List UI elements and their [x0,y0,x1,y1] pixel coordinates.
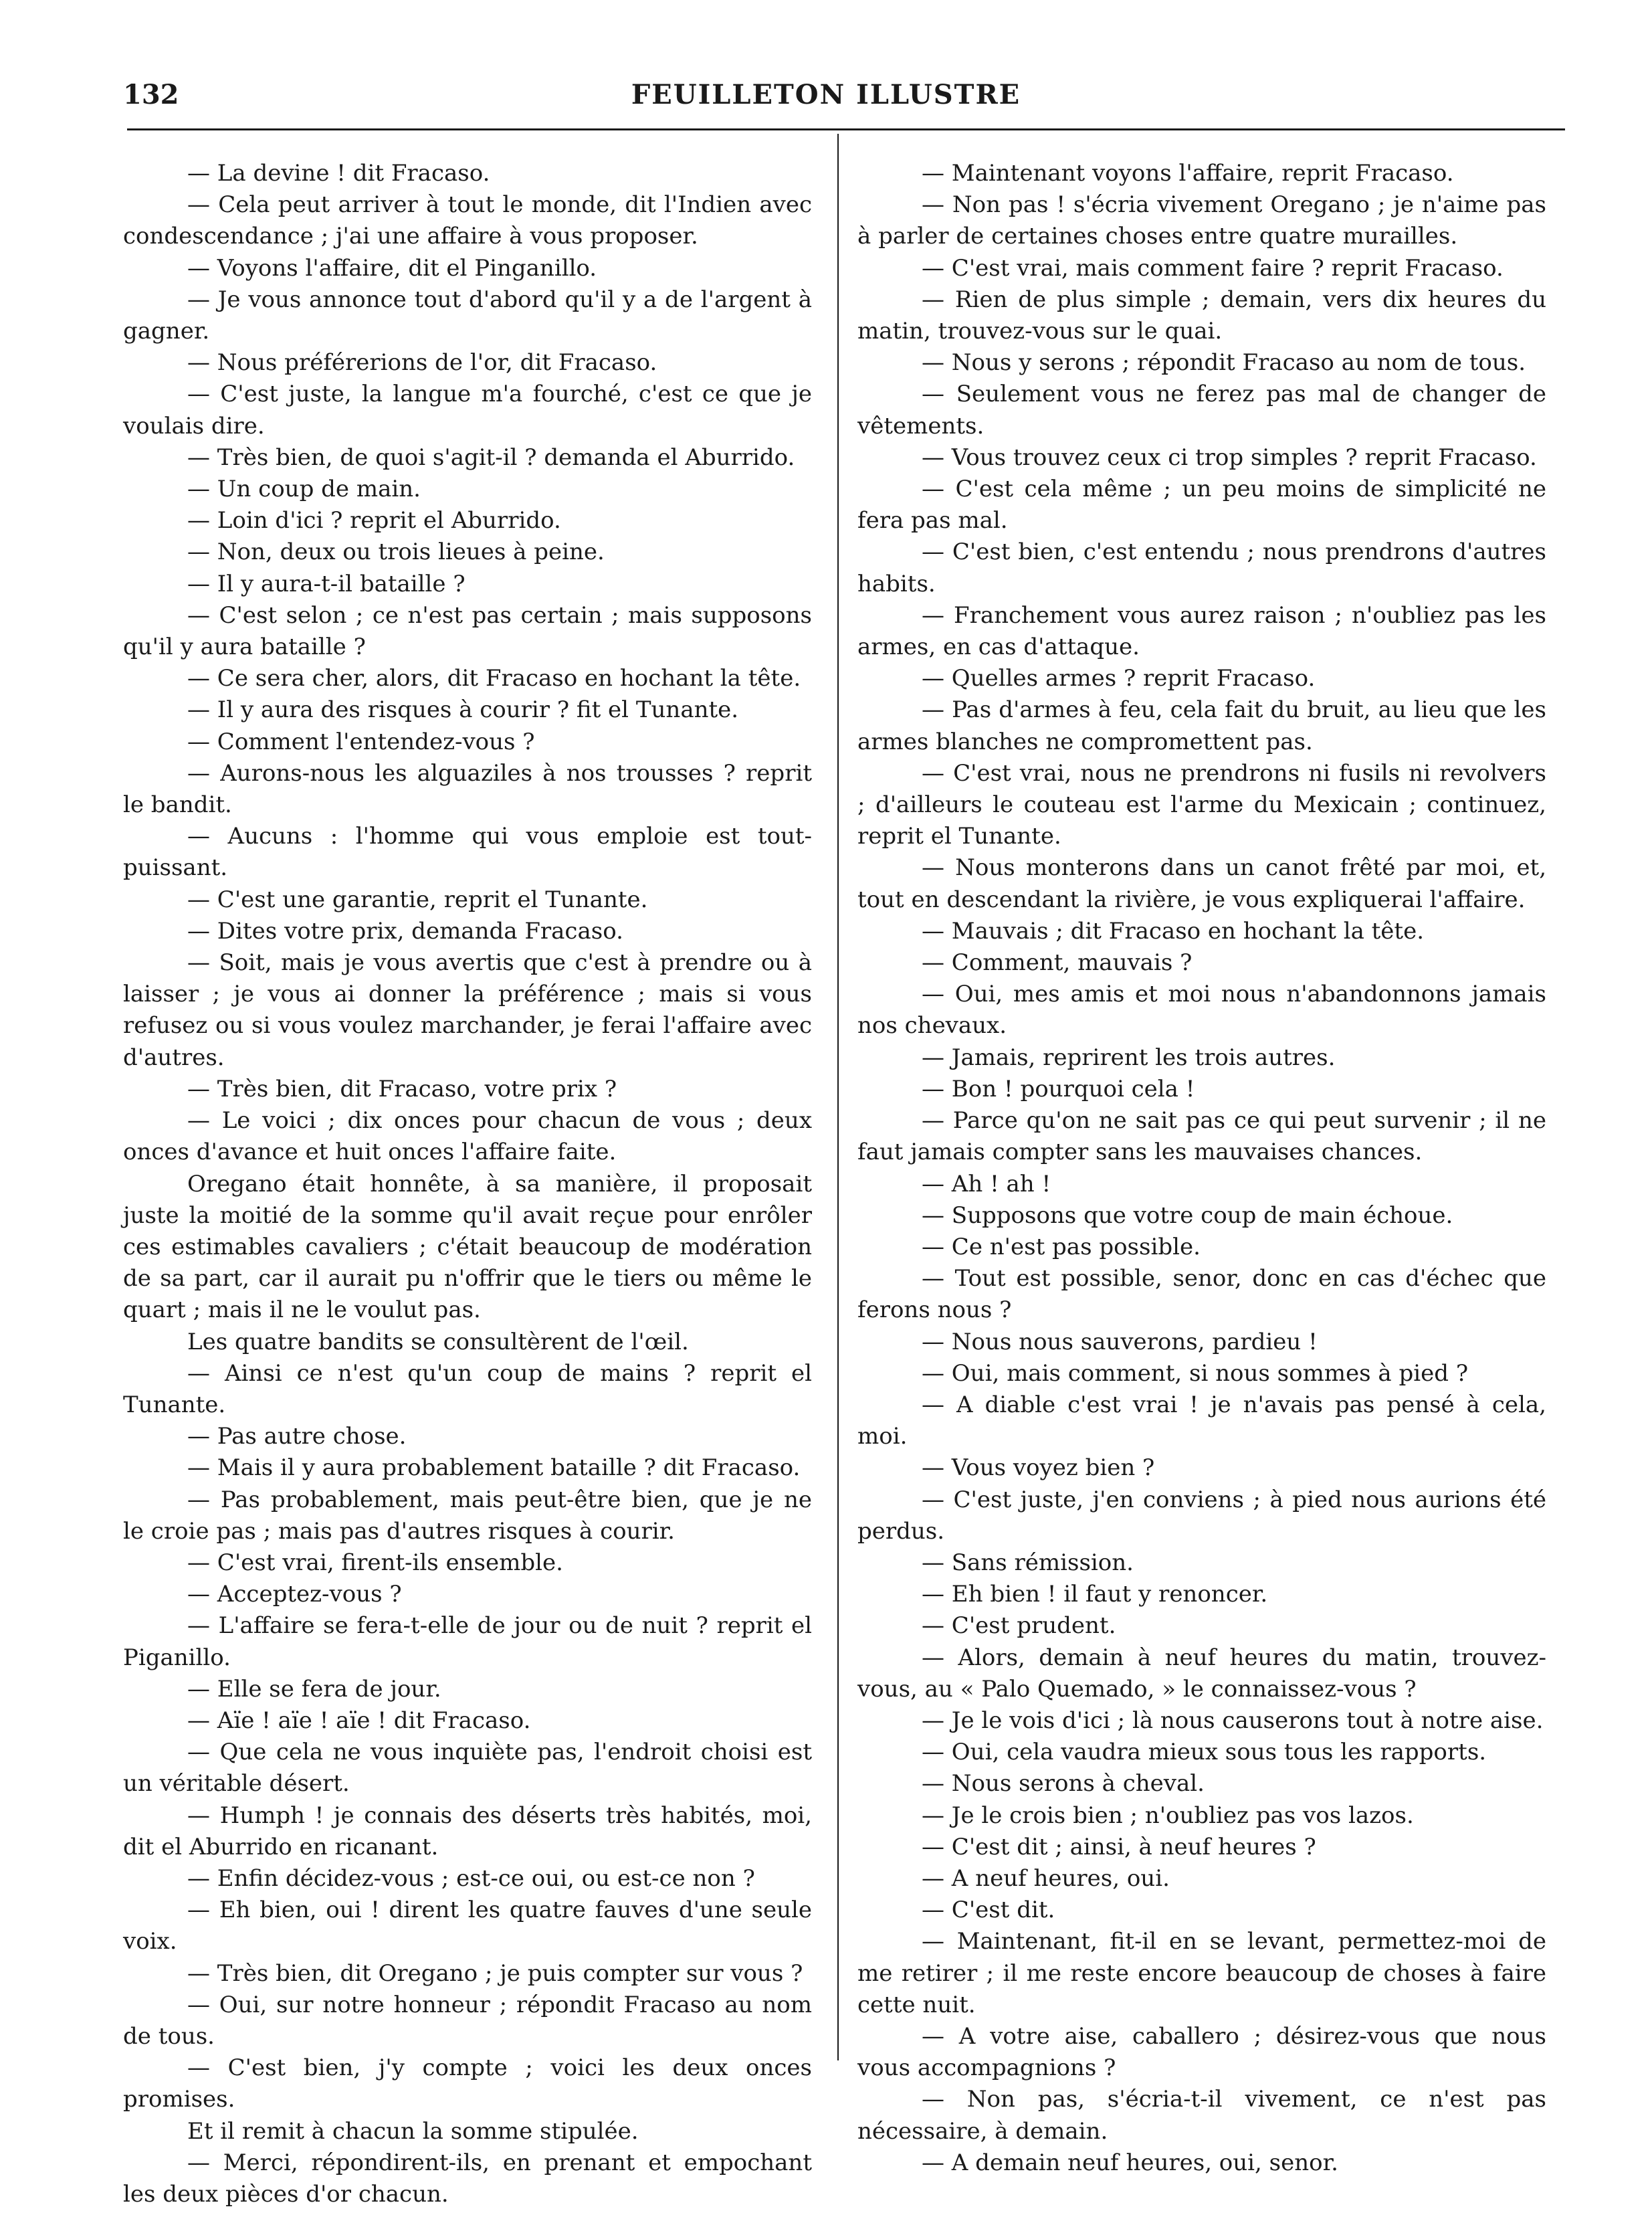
paragraph: — Maintenant, fit-il en se levant, permettez-moi de me retirer ; il me reste encore beaucoup de choses à faire cette nuit. [857,1928,1546,2018]
paragraph: — Pas autre chose. [187,1423,407,1450]
paragraph: — Que cela ne vous inquiète pas, l'endroit choisi est un véritable désert. [123,1739,812,1798]
paragraph: — Nous y serons ; répondit Fracaso au nom de tous. [922,349,1526,377]
paragraph: — C'est cela même ; un peu moins de simplicité ne fera pas mal. [857,476,1546,535]
paragraph: — Ce n'est pas possible. [922,1233,1201,1260]
paragraph: — Nous préférerions de l'or, dit Fracaso. [187,349,657,377]
paragraph: — Alors, demain à neuf heures du matin, trouvez-vous, au « Palo Quemado, » le connaissez-vous ? [857,1644,1546,1703]
column-divider [837,134,839,2060]
paragraph: — Ainsi ce n'est qu'un coup de mains ? reprit el Tunante. [123,1359,812,1418]
page-number: 132 [123,79,179,110]
paragraph: — Cela peut arriver à tout le monde, dit l'Indien avec condescendance ; j'ai une affaire à vous proposer. [123,191,812,250]
paragraph: — Mais il y aura probablement bataille ? dit Fracaso. [187,1454,801,1482]
left-column [123,158,812,2210]
paragraph: — C'est juste, j'en conviens ; à pied nous aurions été perdus. [857,1486,1546,1545]
paragraph: — C'est dit ; ainsi, à neuf heures ? [922,1833,1316,1860]
paragraph: — Comment, mauvais ? [922,949,1193,977]
paragraph: — Aurons-nous les alguaziles à nos trousses ? reprit le bandit. [123,759,812,819]
paragraph: — A diable c'est vrai ! je n'avais pas pensé à cela, moi. [857,1391,1546,1450]
paragraph: — Elle se fera de jour. [187,1675,441,1703]
paragraph: — C'est une garantie, reprit el Tunante. [187,886,648,913]
paragraph: — Acceptez-vous ? [187,1581,402,1608]
paragraph: — Merci, répondirent-ils, en prenant et empochant les deux pièces d'or chacun. [123,2149,812,2208]
paragraph: — Non, deux ou trois lieues à peine. [187,539,605,566]
paragraph: — C'est prudent. [922,1612,1116,1640]
paragraph: — C'est juste, la langue m'a fourché, c'est ce que je voulais dire. [123,381,812,440]
paragraph: — Soit, mais je vous avertis que c'est à prendre ou à laisser ; je vous ai donner la préférence ; mais si vous refusez ou si vous voulez marchander, je ferai l'affaire avec d'autres. [123,949,812,1071]
paragraph: — Pas probablement, mais peut-être bien, que je ne le croie pas ; mais pas d'autres risques à courir. [123,1486,812,1545]
paragraph: — Tout est possible, senor, donc en cas d'échec que ferons nous ? [857,1265,1546,1324]
paragraph: — Nous monterons dans un canot frêté par moi, et, tout en descendant la rivière, je vous expliquerai l'affaire. [857,854,1546,913]
paragraph: — Je le crois bien ; n'oubliez pas vos lazos. [922,1802,1414,1829]
paragraph: — Très bien, de quoi s'agit-il ? demanda el Aburrido. [187,444,795,471]
paragraph: — Quelles armes ? reprit Fracaso. [922,665,1316,692]
paragraph: — L'affaire se fera-t-elle de jour ou de nuit ? reprit el Piganillo. [123,1612,812,1671]
paragraph: — Seulement vous ne ferez pas mal de changer de vêtements. [857,381,1546,440]
paragraph: — Loin d'ici ? reprit el Aburrido. [187,507,561,535]
paragraph: — Vous trouvez ceux ci trop simples ? reprit Fracaso. [922,444,1537,471]
paragraph: — Bon ! pourquoi cela ! [922,1075,1195,1102]
paragraph: — Oui, mes amis et moi nous n'abandonnons jamais nos chevaux. [857,981,1546,1040]
paragraph: — Jamais, reprirent les trois autres. [922,1044,1336,1071]
paragraph: — Non pas ! s'écria vivement Oregano ; je n'aime pas à parler de certaines choses entre quatre murailles. [857,191,1546,250]
paragraph: — Ah ! ah ! [922,1170,1051,1197]
paragraph: — Eh bien, oui ! dirent les quatre fauves d'une seule voix. [123,1897,812,1955]
paragraph: — Voyons l'affaire, dit el Pinganillo. [187,254,597,282]
paragraph: — C'est vrai, nous ne prendrons ni fusils ni revolvers ; d'ailleurs le couteau est l'arme du Mexicain ; continuez, reprit el Tunante. [857,759,1546,850]
paragraph: — Oui, cela vaudra mieux sous tous les rapports. [922,1739,1487,1766]
paragraph: — Franchement vous aurez raison ; n'oubliez pas les armes, en cas d'attaque. [857,601,1546,661]
paragraph: — Eh bien ! il faut y renoncer. [922,1581,1268,1608]
paragraph: — Mauvais ; dit Fracaso en hochant la tête. [922,917,1425,945]
paragraph: — Très bien, dit Fracaso, votre prix ? [187,1075,617,1102]
paragraph: — Un coup de main. [187,476,421,503]
paragraph: — Oui, sur notre honneur ; répondit Fracaso au nom de tous. [123,1991,812,2050]
paragraph: Les quatre bandits se consultèrent de l'œil. [187,1328,689,1355]
paragraph: — C'est dit. [922,1897,1055,1924]
paragraph: — Nous nous sauverons, pardieu ! [922,1328,1318,1355]
paragraph: — C'est bien, c'est entendu ; nous prendrons d'autres habits. [857,539,1546,597]
paragraph: — Comment l'entendez-vous ? [187,728,535,755]
paragraph: — Enfin décidez-vous ; est-ce oui, ou est-ce non ? [187,1864,755,1892]
paragraph: — Nous serons à cheval. [922,1770,1205,1798]
paragraph: — A votre aise, caballero ; désirez-vous que nous vous accompagnions ? [857,2022,1546,2082]
paragraph: — C'est bien, j'y compte ; voici les deux onces promises. [123,2054,812,2113]
paragraph: — La devine ! dit Fracaso. [187,160,490,187]
paragraph: — Dites votre prix, demanda Fracaso. [187,917,623,945]
paragraph: — Très bien, dit Oregano ; je puis compter sur vous ? [187,1959,803,1987]
paragraph: — A neuf heures, oui. [922,1864,1170,1892]
running-title: FEUILLETON ILLUSTRE [631,79,1021,110]
paragraph: — Parce qu'on ne sait pas ce qui peut survenir ; il ne faut jamais compter sans les mauvaises chances. [857,1107,1546,1166]
paragraph: — Je le vois d'ici ; là nous causerons tout à notre aise. [922,1707,1544,1734]
paragraph: Et il remit à chacun la somme stipulée. [187,2117,639,2145]
paragraph: — Ce sera cher, alors, dit Fracaso en hochant la tête. [187,665,801,692]
paragraph: — Oui, mais comment, si nous sommes à pied ? [922,1359,1469,1387]
paragraph: — Pas d'armes à feu, cela fait du bruit, au lieu que les armes blanches ne compromettent pas. [857,696,1546,755]
paragraph: — Vous voyez bien ? [922,1454,1155,1482]
paragraph: — C'est vrai, mais comment faire ? reprit Fracaso. [922,254,1504,282]
paragraph: — Aïe ! aïe ! aïe ! dit Fracaso. [187,1707,531,1734]
paragraph: — Sans rémission. [922,1549,1134,1576]
paragraph: — Aucuns : l'homme qui vous emploie est tout-puissant. [123,823,812,882]
paragraph: Oregano était honnête, à sa manière, il proposait juste la moitié de la somme qu'il avait reçue pour enrôler ces estimables cavaliers ; c'était beaucoup de modération de sa part, car il aurait pu n'offrir que le tiers ou même le quart ; mais il ne le voulut pas. [123,1170,812,1324]
paragraph: — Non pas, s'écria-t-il vivement, ce n'est pas nécessaire, à demain. [857,2086,1546,2145]
paragraph: — Maintenant voyons l'affaire, reprit Fracaso. [922,160,1454,187]
paragraph: — Supposons que votre coup de main échoue. [922,1201,1453,1229]
paragraph: — Je vous annonce tout d'abord qu'il y a de l'argent à gagner. [123,286,812,345]
paragraph: — Le voici ; dix onces pour chacun de vous ; deux onces d'avance et huit onces l'affaire faite. [123,1107,812,1166]
paragraph: — C'est vrai, firent-ils ensemble. [187,1549,563,1576]
paragraph: — Rien de plus simple ; demain, vers dix heures du matin, trouvez-vous sur le quai. [857,286,1546,345]
paragraph: — Il y aura-t-il bataille ? [187,570,466,597]
paragraph: — C'est selon ; ce n'est pas certain ; mais supposons qu'il y aura bataille ? [123,601,812,661]
paragraph: — Humph ! je connais des déserts très habités, moi, dit el Aburrido en ricanant. [123,1802,812,1860]
right-column [857,158,1546,2179]
paragraph: — A demain neuf heures, oui, senor. [922,2149,1338,2176]
paragraph: — Il y aura des risques à courir ? fit el Tunante. [187,696,739,724]
header-rule [127,128,1565,130]
